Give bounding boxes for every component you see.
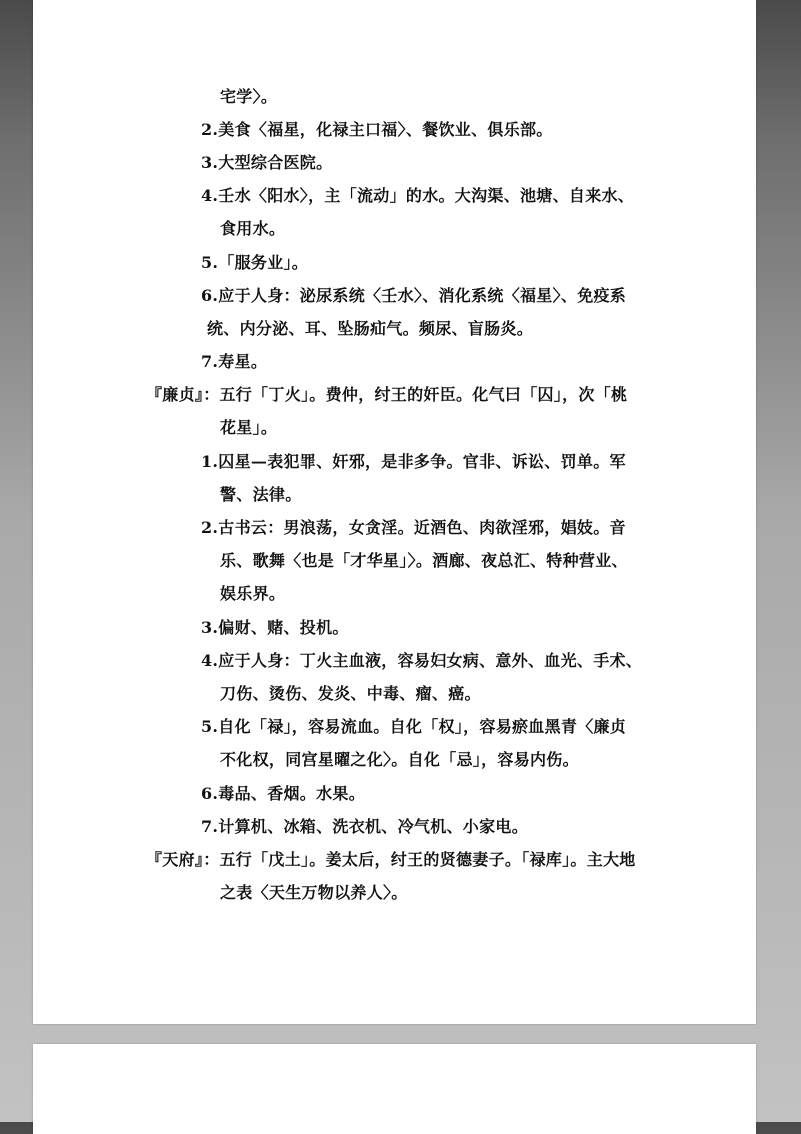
text-line: 警、法律。 [220,485,302,504]
text-line: 之表〈天生万物以养人〉。 [220,883,408,902]
list-item: 3.大型综合医院。 [201,153,333,172]
list-item: 1.囚星—表犯罪、奸邪，是非多争。官非、诉讼、罚单。军 [201,452,626,471]
section-heading-lianzhen: 『廉贞』：五行「丁火」。费仲，纣王的奸臣。化气曰「囚」，次「桃 [146,385,628,404]
list-item: 6.应于人身：泌尿系统〈壬水〉、消化系统〈福星〉、免疫系 [201,286,627,305]
text-line: 娱乐界。 [220,584,286,603]
text-line: 刀伤、烫伤、发炎、中毒、瘤、癌。 [220,684,481,703]
list-item: 5.自化「禄」，容易流血。自化「权」，容易瘀血黑青〈廉贞 [201,717,627,736]
list-item: 7.寿星。 [201,352,268,371]
text-line: 食用水。 [220,219,286,238]
list-item: 7.计算机、冰箱、洗衣机、冷气机、小家电。 [201,817,529,836]
list-item: 4.壬水〈阳水〉，主「流动」的水。大沟渠、池塘、自来水、 [201,186,635,205]
next-page [33,1044,756,1134]
list-item: 2.美食〈福星，化禄主口福〉、餐饮业、俱乐部。 [201,120,553,139]
text-line: 乐、歌舞〈也是「才华星」〉。酒廊、夜总汇、特种营业、 [220,551,628,570]
section-heading-tianfu: 『天府』：五行「戊土」。姜太后，纣王的贤德妻子。「禄库」。主大地 [146,850,636,869]
list-item: 6.毒品、香烟。水果。 [201,784,366,803]
text-line: 统、内分泌、耳、坠肠疝气。频尿、盲肠炎。 [207,319,534,338]
text-line: 不化权，同宫星曜之化〉。自化「忌」，容易内伤。 [220,750,579,769]
text-line: 宅学〉。 [220,87,278,106]
list-item: 2.古书云：男浪荡，女贪淫。近酒色、肉欲淫邪，娼妓。音 [201,518,626,537]
list-item: 4.应于人身：丁火主血液，容易妇女病、意外、血光、手术、 [201,651,643,670]
document-page [33,0,756,1024]
list-item: 3.偏财、赌、投机。 [201,618,349,637]
text-line: 花星」。 [220,418,278,437]
list-item: 5.「服务业」。 [201,253,309,272]
